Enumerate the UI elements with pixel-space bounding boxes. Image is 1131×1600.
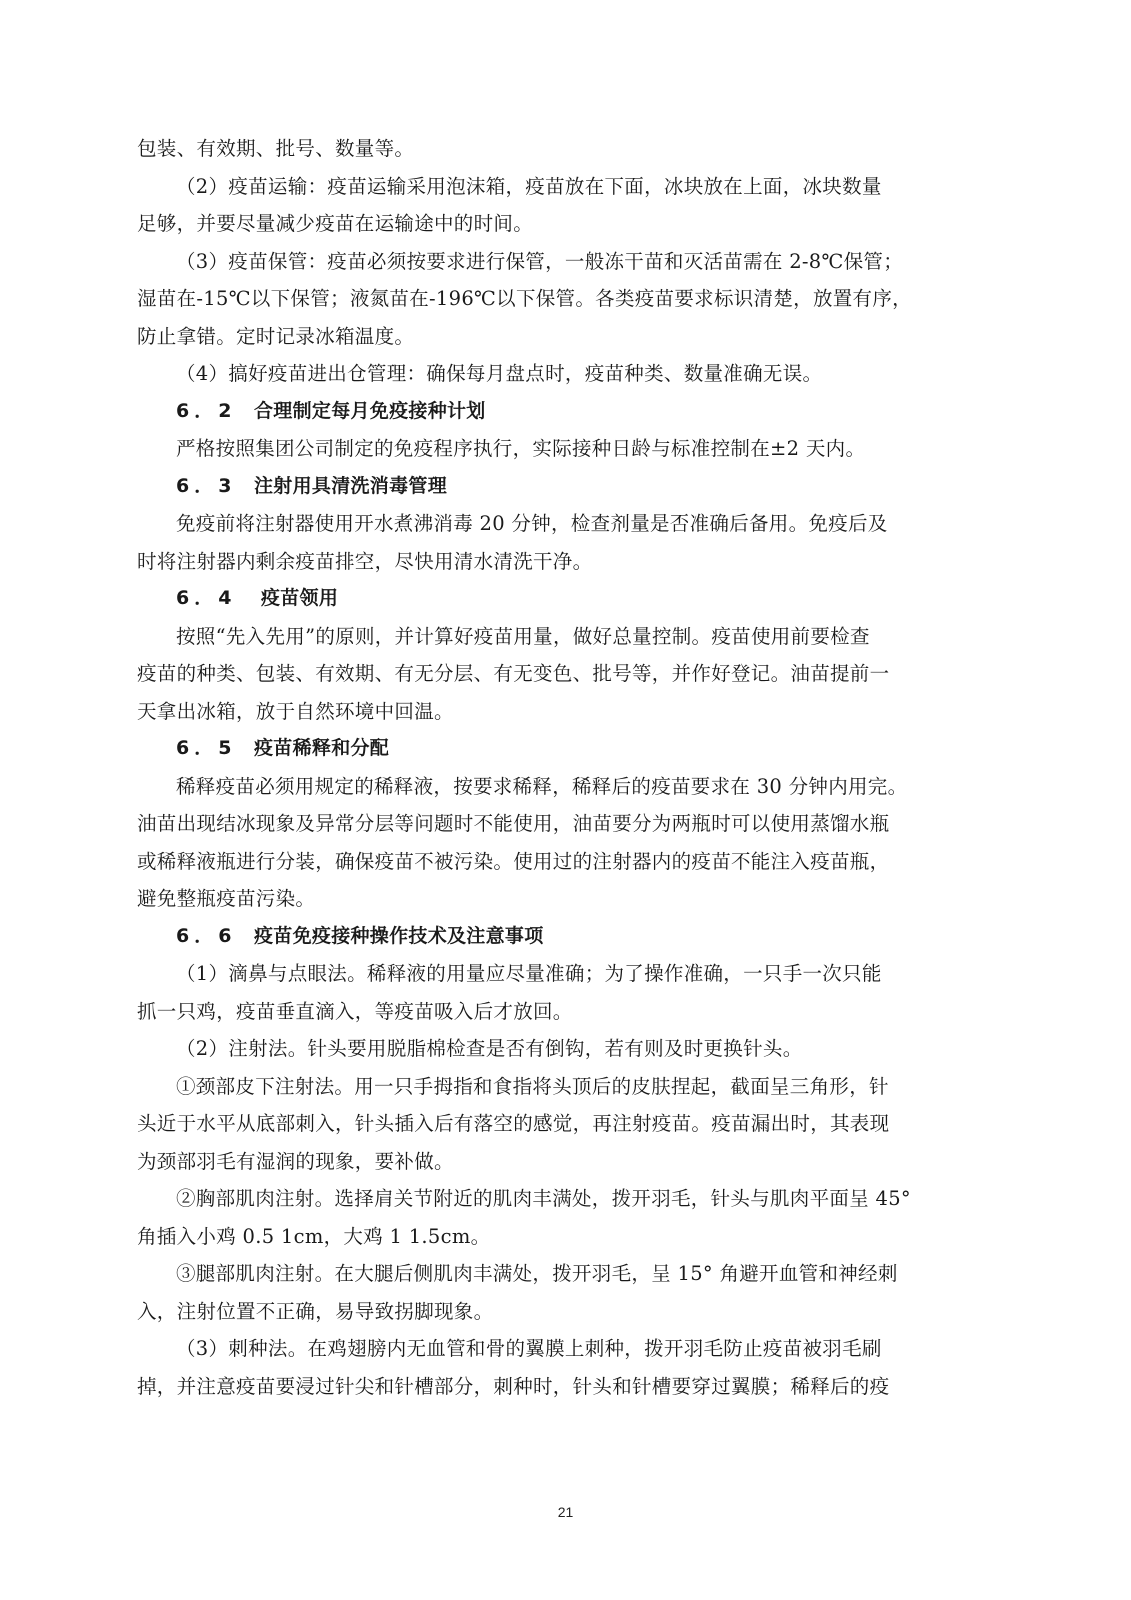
paragraph-line: 或稀释液瓶进行分装，确保疫苗不被污染。使用过的注射器内的疫苗不能注入疫苗瓶，: [137, 849, 890, 873]
section-title: 疫苗免疫接种操作技术及注意事项: [254, 924, 544, 947]
paragraph-first-line: （2）疫苗运输：疫苗运输采用泡沫箱，疫苗放在下面，冰块放在上面，冰块数量: [176, 174, 882, 198]
section-number: 6．6: [176, 924, 237, 947]
paragraph-line: 抓一只鸡，疫苗垂直滴入，等疫苗吸入后才放回。: [137, 999, 573, 1023]
paragraph-line: 时将注射器内剩余疫苗排空，尽快用清水清洗干净。: [137, 549, 593, 573]
section-heading: [137, 924, 999, 962]
section-number: 6．4: [176, 587, 237, 609]
paragraph-line: 足够，并要尽量减少疫苗在运输途中的时间。: [137, 212, 534, 235]
section-title: 合理制定每月免疫接种计划: [254, 399, 486, 422]
paragraph-first-line: （4）搞好疫苗进出仓管理：确保每月盘点时，疫苗种类、数量准确无误。: [176, 362, 823, 385]
paragraph-line: 角插入小鸡 0.5 1cm，大鸡 1 1.5cm。: [137, 1224, 491, 1248]
paragraph-line: 掉，并注意疫苗要浸过针尖和针槽部分，刺种时，针头和针槽要穿过翼膜；稀释后的疫: [137, 1374, 890, 1398]
paragraph-first-line: （3）疫苗保管：疫苗必须按要求进行保管，一般冻干苗和灭活苗需在 2-8℃保管；: [176, 249, 904, 273]
section-heading: [137, 474, 999, 512]
paragraph-line: 天拿出冰箱，放于自然环境中回温。: [137, 699, 454, 723]
paragraph-first-line: 免疫前将注射器使用开水煮沸消毒 20 分钟，检查剂量是否准确后备用。免疫后及: [176, 512, 888, 535]
paragraph-first-line: ②胸部肌肉注射。选择肩关节附近的肌肉丰满处，拨开羽毛，针头与肌肉平面呈 45°: [176, 1187, 911, 1210]
section-title: 注射用具清洗消毒管理: [254, 474, 448, 497]
paragraph-first-line: （2）注射法。针头要用脱脂棉检查是否有倒钩，若有则及时更换针头。: [176, 1037, 803, 1060]
section-number: 6．5: [176, 737, 237, 759]
paragraph-first-line: ③腿部肌肉注射。在大腿后侧肌肉丰满处，拨开羽毛，呈 15° 角避开血管和神经刺: [176, 1262, 898, 1285]
paragraph-line: 头近于水平从底部刺入，针头插入后有落空的感觉，再注射疫苗。疫苗漏出时，其表现: [137, 1112, 890, 1135]
paragraph-line: 为颈部羽毛有湿润的现象，要补做。: [137, 1149, 454, 1173]
paragraph-first-line: 稀释疫苗必须用规定的稀释液，按要求稀释，稀释后的疫苗要求在 30 分钟内用完。: [176, 774, 908, 798]
paragraph-line: 防止拿错。定时记录冰箱温度。: [137, 324, 415, 348]
paragraph-first-line: 严格按照集团公司制定的免疫程序执行，实际接种日龄与标准控制在±2 天内。: [176, 437, 866, 460]
paragraph-line: 油苗出现结冰现象及异常分层等问题时不能使用，油苗要分为两瓶时可以使用蒸馏水瓶: [137, 812, 890, 835]
paragraph-line: 入，注射位置不正确，易导致拐脚现象。: [137, 1299, 494, 1323]
paragraph-line: 湿苗在-15℃以下保管；液氮苗在-196℃以下保管。各类疫苗要求标识清楚，放置有序，: [137, 287, 912, 310]
paragraph-line: 疫苗的种类、包装、有效期、有无分层、有无变色、批号等，并作好登记。油苗提前一: [137, 662, 890, 685]
paragraph-line: 包装、有效期、批号、数量等。: [137, 137, 415, 160]
paragraph-first-line: 按照“先入先用”的原则，并计算好疫苗用量，做好总量控制。疫苗使用前要检查: [176, 624, 870, 648]
section-title: 疫苗稀释和分配: [254, 737, 390, 759]
section-number: 6．3: [176, 474, 237, 497]
section-title: 疫苗领用: [254, 587, 339, 609]
document-body: [137, 136, 999, 1411]
section-heading: [137, 736, 999, 774]
section-heading: [137, 586, 999, 624]
page-number: 21: [557, 1504, 574, 1520]
paragraph-first-line: （3）刺种法。在鸡翅膀内无血管和骨的翼膜上刺种，拨开羽毛防止疫苗被羽毛刷: [176, 1337, 882, 1360]
section-heading: [137, 399, 999, 437]
section-number: 6．2: [176, 399, 237, 422]
paragraph-first-line: （1）滴鼻与点眼法。稀释液的用量应尽量准确；为了操作准确，一只手一次只能: [176, 962, 882, 985]
paragraph-line: 避免整瓶疫苗污染。: [137, 887, 316, 910]
paragraph-first-line: ①颈部皮下注射法。用一只手拇指和食指将头顶后的皮肤捏起，截面呈三角形，针: [176, 1074, 889, 1098]
